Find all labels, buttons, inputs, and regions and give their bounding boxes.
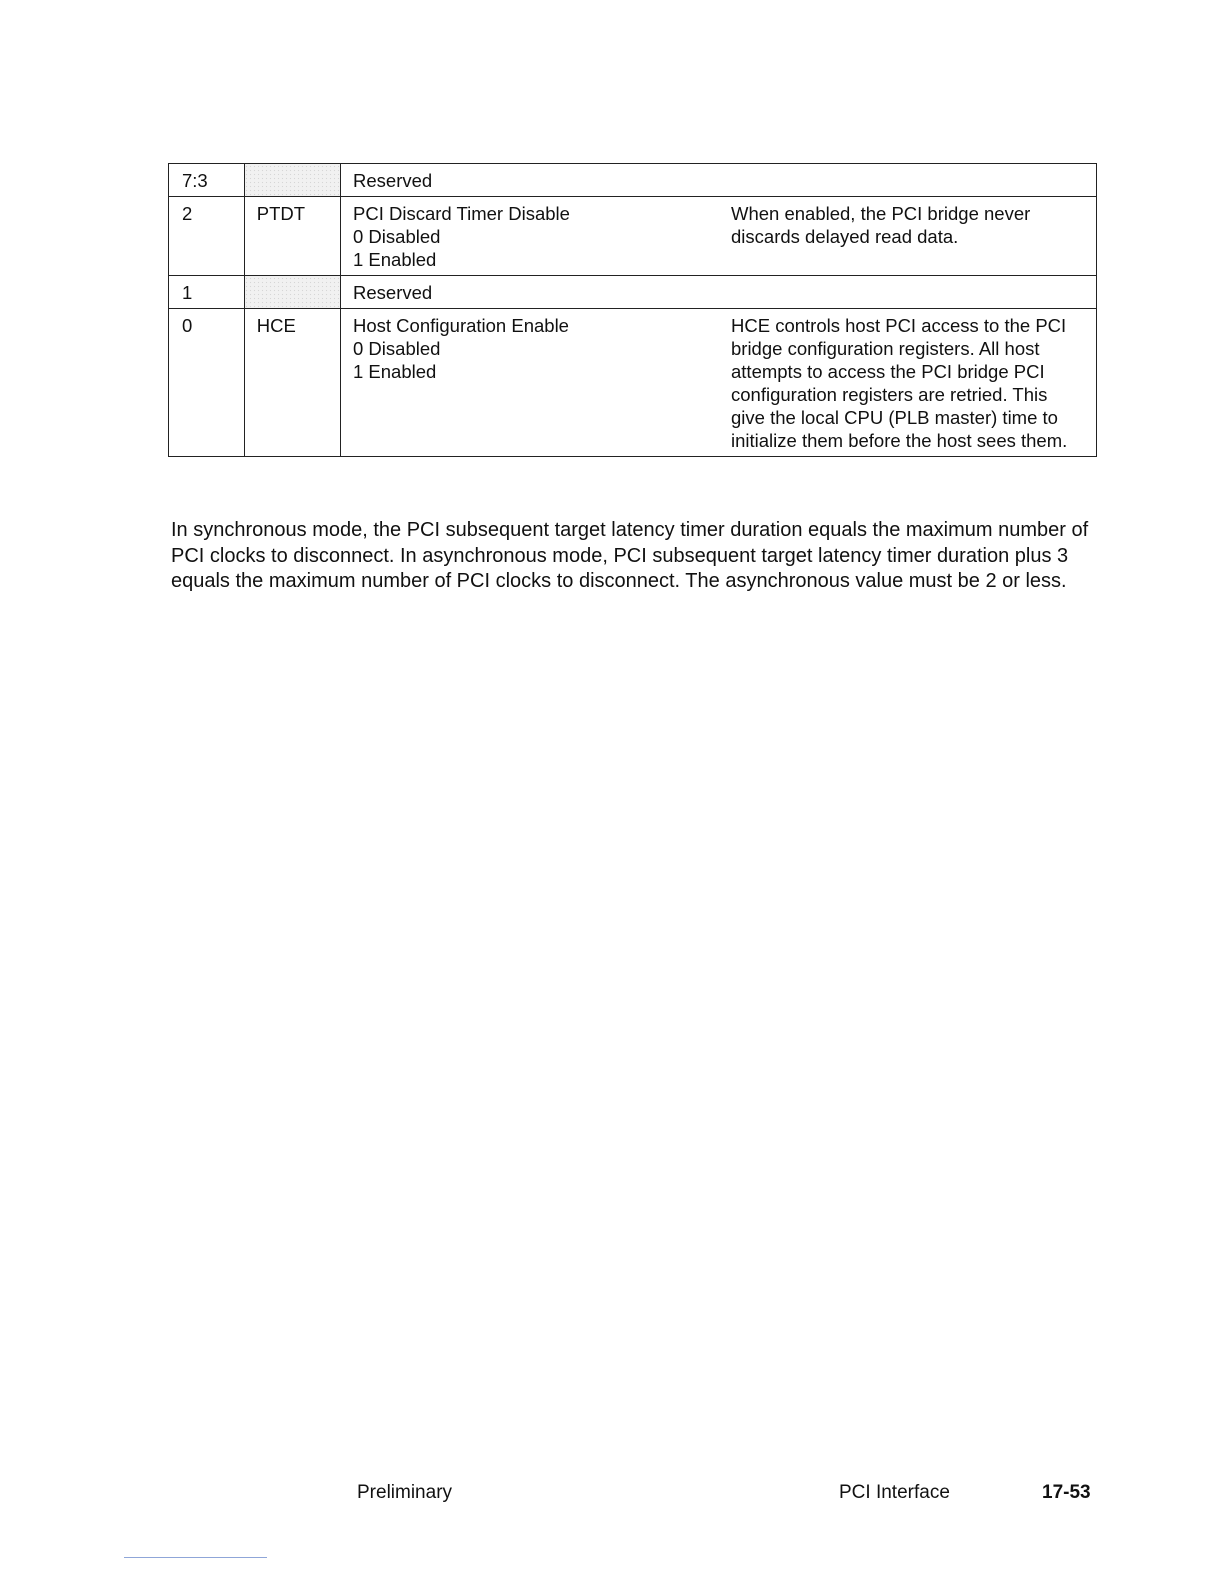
comment-block bbox=[731, 202, 1096, 271]
description-line: 1 Enabled bbox=[353, 249, 437, 270]
comment-line: configuration registers are retried. This bbox=[731, 384, 1048, 405]
comment-line: give the local CPU (PLB master) time to bbox=[731, 407, 1058, 428]
bits-cell: 1 bbox=[169, 276, 245, 309]
bits-cell: 7:3 bbox=[169, 164, 245, 197]
description-cell bbox=[341, 197, 1097, 276]
body-paragraph: In synchronous mode, the PCI subsequent target latency timer duration equals the maximum number of PCI clocks to disconnect. In asynchronous mode, PCI subsequent target latency timer duration plus 3 equals the maximum number of PCI clocks to disconnect. The asynchronous value must be 2 or less. bbox=[171, 519, 1089, 592]
description-line: PCI Discard Timer Disable bbox=[353, 203, 570, 224]
footer-status: Preliminary bbox=[357, 1482, 453, 1503]
table-row bbox=[169, 197, 1097, 276]
comment-line: initialize them before the host sees them. bbox=[731, 430, 1068, 451]
footer-section-title: PCI Interface bbox=[839, 1482, 950, 1503]
comment-line: HCE controls host PCI access to the PCI bbox=[731, 315, 1067, 336]
scan-edge-rule bbox=[124, 1557, 267, 1558]
page-number: 17-53 bbox=[1042, 1482, 1091, 1503]
table-row bbox=[169, 164, 1097, 197]
description-line: 0 Disabled bbox=[353, 226, 441, 247]
description-line: Host Configuration Enable bbox=[353, 315, 569, 336]
description-line: Reserved bbox=[353, 170, 433, 191]
field-cell-reserved bbox=[244, 276, 340, 309]
field-cell: PTDT bbox=[244, 197, 340, 276]
field-cell-reserved bbox=[244, 164, 340, 197]
comment-line: bridge configuration registers. All host bbox=[731, 338, 1040, 359]
description-cell bbox=[341, 276, 1097, 309]
comment-line: discards delayed read data. bbox=[731, 226, 959, 247]
comment-block bbox=[731, 314, 1096, 452]
description-line: 1 Enabled bbox=[353, 361, 437, 382]
description-line: Reserved bbox=[353, 282, 433, 303]
comment-line: attempts to access the PCI bridge PCI bbox=[731, 361, 1045, 382]
description-line: 0 Disabled bbox=[353, 338, 441, 359]
bits-cell: 0 bbox=[169, 309, 245, 457]
field-cell: HCE bbox=[244, 309, 340, 457]
table-row bbox=[169, 276, 1097, 309]
description-cell bbox=[341, 309, 1097, 457]
register-field-table bbox=[168, 163, 1097, 457]
bits-cell: 2 bbox=[169, 197, 245, 276]
description-cell bbox=[341, 164, 1097, 197]
table-row bbox=[169, 309, 1097, 457]
comment-line: When enabled, the PCI bridge never bbox=[731, 203, 1031, 224]
